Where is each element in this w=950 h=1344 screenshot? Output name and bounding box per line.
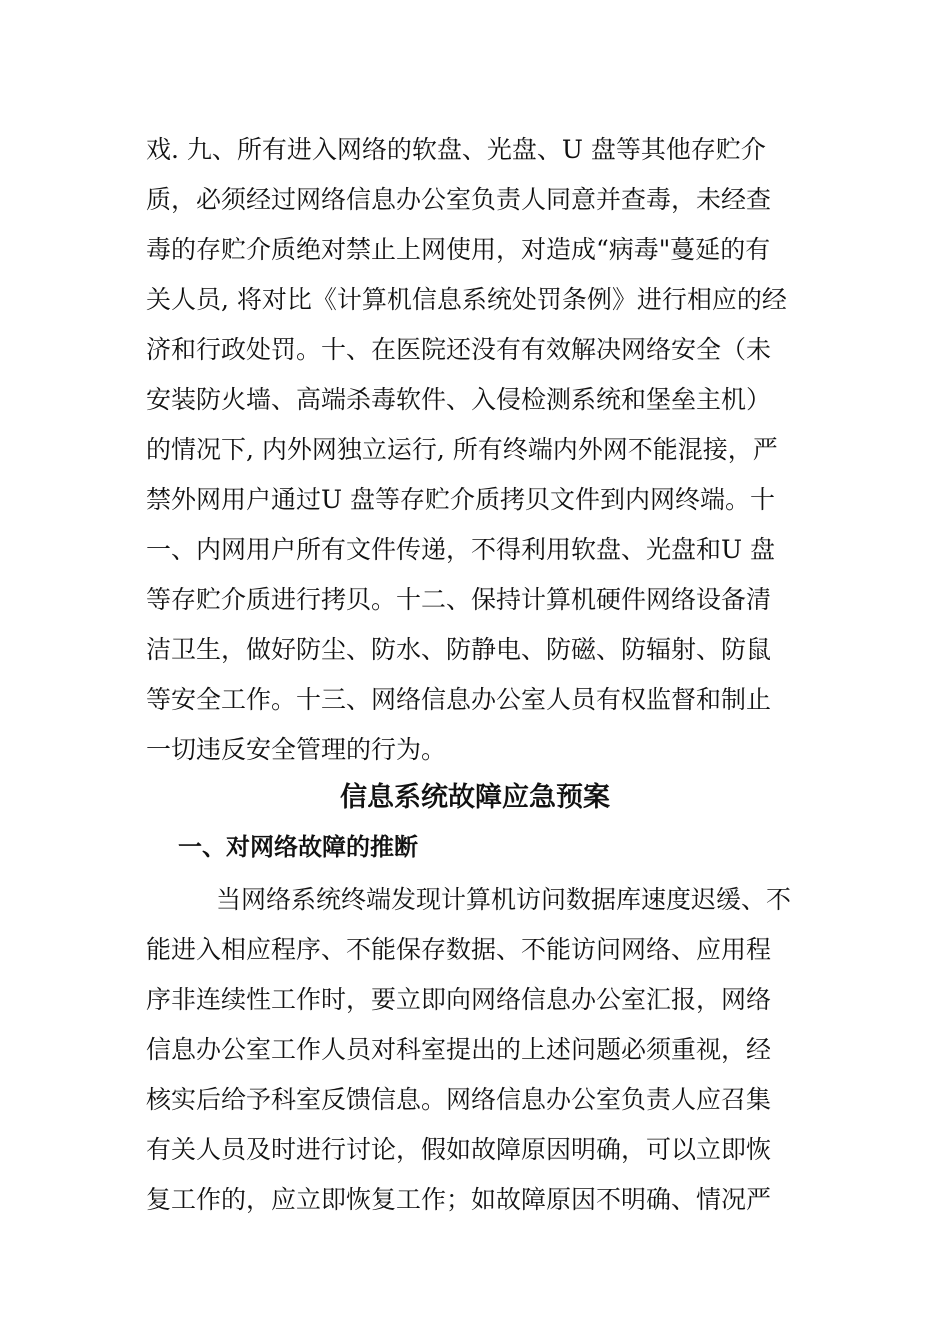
- section-title: 信息系统故障应急预案: [340, 782, 610, 813]
- body-text-line: 序非连续性工作时，要立即向网络信息办公室汇报，网络: [146, 985, 772, 1014]
- body-text-line: 等存贮介质进行拷贝。十二、保持计算机硬件网络设备清: [146, 585, 772, 614]
- subsection-title: 一、对网络故障的推断: [178, 833, 418, 861]
- body-text-line: 一切违反安全管理的行为。: [146, 735, 447, 764]
- body-text-line: 禁外网用户通过U 盘等存贮介质拷贝文件到内网终端。十: [146, 485, 776, 514]
- body-text-line: 洁卫生，做好防尘、防水、防静电、防磁、防辐射、防鼠: [146, 635, 772, 664]
- body-text-line: 安装防火墙、高端杀毒软件、入侵检测系统和堡垒主机）: [146, 385, 772, 414]
- body-text-line: 济和行政处罚。十、在医院还没有有效解决网络安全（未: [146, 335, 772, 364]
- body-text-line: 关人员, 将对比《计算机信息系统处罚条例》进行相应的经: [146, 285, 787, 314]
- body-text-line: 戏. 九、所有进入网络的软盘、光盘、U 盘等其他存贮介: [146, 135, 766, 164]
- body-text-line: 的情况下, 内外网独立运行, 所有终端内外网不能混接，严: [146, 435, 778, 464]
- body-text-line: 有关人员及时进行讨论，假如故障原因明确，可以立即恢: [146, 1135, 772, 1164]
- body-text-line: 毒的存贮介质绝对禁止上网使用，对造成“病毒"蔓延的有: [146, 235, 771, 264]
- body-text-line: 核实后给予科室反馈信息。网络信息办公室负责人应召集: [146, 1085, 772, 1114]
- body-text-line: 质，必须经过网络信息办公室负责人同意并查毒，未经查: [146, 185, 772, 214]
- body-text-line: 能进入相应程序、不能保存数据、不能访问网络、应用程: [146, 935, 772, 964]
- body-text-line: 一、内网用户所有文件传递，不得利用软盘、光盘和U 盘: [146, 535, 776, 564]
- body-text-line: 当网络系统终端发现计算机访问数据库速度迟缓、不: [216, 885, 792, 914]
- body-text-line: 信息办公室工作人员对科室提出的上述问题必须重视，经: [146, 1035, 772, 1064]
- body-text-line: 复工作的，应立即恢复工作；如故障原因不明确、情况严: [146, 1185, 772, 1214]
- body-text-line: 等安全工作。十三、网络信息办公室人员有权监督和制止: [146, 685, 772, 714]
